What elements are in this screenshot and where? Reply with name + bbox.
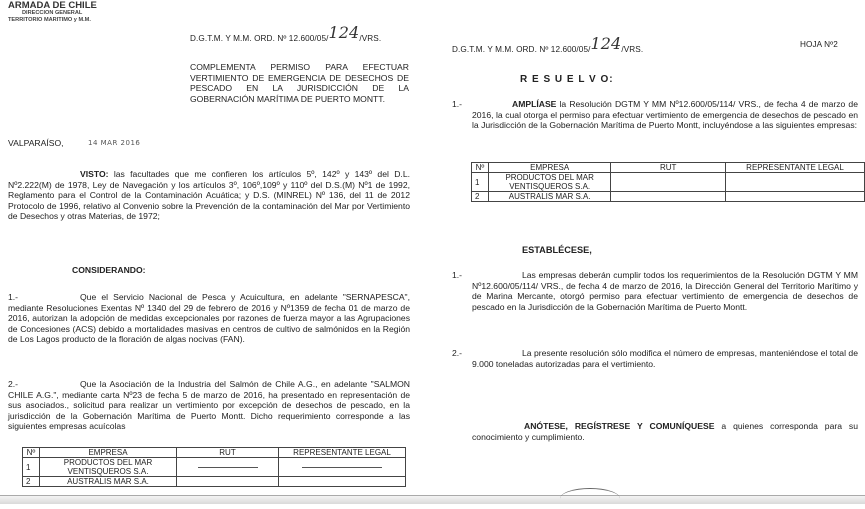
- row-representante: [279, 458, 406, 477]
- table-row: [472, 192, 865, 202]
- row-representante: [279, 477, 406, 487]
- table-header-row: [23, 448, 406, 458]
- ampliase-label: AMPLÍASE: [512, 99, 557, 109]
- table-row: [23, 458, 406, 477]
- col-number: Nº: [23, 448, 40, 458]
- visto-text: las facultades que me confieren los artículos 5º, 142º y 143º del D.L. Nº2.222(M) de 1978, Ley de Navegación y los artículos 3º, 106º,109º y 110º del D.S.(M) Nº1 de 1992, Reglamento para el Control de la Contaminación Acuática; y D.S. (MINREL) Nº 136, del 11 de 2012 Protocolo de 1996, relativo al Convenio sobre la Prevención de la contaminación del Mar por Vertimiento de Desechos y otras Materias, de 1972;: [8, 169, 410, 222]
- row-number: 1: [472, 173, 489, 192]
- row-number: 2: [472, 192, 489, 202]
- right-e1-text: Las empresas deberán cumplir todos los requerimientos de la Resolución DGTM Y MM Nº12.600/05/114/ VRS., de fecha 4 de marzo de 2016, la Dirección General del Territorio Marítimo y de Marina Mercante, otorgó permiso para efectuar vertimiento de emergencia de desechos de pescado en la Jurisdicción de la Gobernación Marítima de Puerto Montt.: [472, 270, 858, 312]
- considerando-heading: CONSIDERANDO:: [72, 265, 146, 275]
- ord-number-handwritten: 124: [590, 34, 622, 53]
- col-rut: RUT: [177, 448, 279, 458]
- table-row: [472, 173, 865, 192]
- date-stamp: 14 MAR 2016: [88, 139, 141, 147]
- closing-paragraph: [472, 421, 858, 442]
- row-rut: [611, 173, 726, 192]
- row-rut: [177, 458, 279, 477]
- right-ord-reference: [452, 34, 644, 56]
- left-item1-text: Que el Servicio Nacional de Pesca y Acuicultura, en adelante "SERNAPESCA", mediante Resoluciones Exentas Nº 1340 del 29 de febrero de 2016 y Nº1359 de fecha 01 de marzo de 2016, autorizan la adopción de medidas excepcionales por razones de fuerza mayor a las Agrupaciones de Concesiones (ACS) debido a mortalidades masivas en centros de cultivo de salmónidos en la Región de Los Lagos producto de la floración de algas nocivas (FAN).: [8, 292, 410, 345]
- establecese-heading: ESTABLÉCESE,: [522, 245, 592, 255]
- right-e2-number: 2.-: [452, 348, 463, 358]
- left-item1-number: 1.-: [8, 292, 19, 302]
- row-representante: [726, 173, 865, 192]
- letterhead: [8, 2, 97, 24]
- ord-suffix: /VRS.: [359, 34, 382, 43]
- item1-text: la Resolución DGTM Y MM Nº12.600/05/114/ VRS., de fecha 4 de marzo de 2016, la cual otorga el permiso para efectuar vertimiento de emergencia de desechos de pescado en la Jurisdicción de la Gobernación Marítima de Puerto Montt, incluyéndose a las siguientes empresas:: [472, 99, 858, 131]
- seal-fragment: [560, 488, 620, 509]
- table-row: [23, 477, 406, 487]
- ord-prefix: D.G.T.M. Y M.M. ORD. Nº 12.600/05/: [452, 45, 591, 54]
- row-empresa: PRODUCTOS DEL MAR VENTISQUEROS S.A.: [40, 458, 177, 477]
- letterhead-title: ARMADA DE CHILE: [8, 0, 97, 11]
- right-item1-paragraph: [472, 99, 858, 131]
- left-ord-reference: [190, 23, 382, 45]
- left-item2-number: 2.-: [8, 379, 19, 389]
- left-item2-text: Que la Asociación de la Industria del Salmón de Chile A.G., en adelante "SALMON CHILE A.G.", mediante carta Nº23 de fecha 5 de marzo de 2016, ha presentado en representación de sus asociados., solicitud para realizar un vertimiento por excepción de desechos de pescado, en la jurisdicción de la Gobernación Marítima de Puerto Montt. Dicho requerimiento corresponde a las siguientes empresas acuícolas: [8, 379, 410, 432]
- col-number: Nº: [472, 163, 489, 173]
- row-empresa: AUSTRALIS MAR S.A.: [40, 477, 177, 487]
- right-e2-text: La presente resolución sólo modifica el número de empresas, manteniéndose el total de 9.000 toneladas autorizadas para el vertimiento.: [472, 348, 858, 369]
- col-representante: REPRESENTANTE LEGAL: [279, 448, 406, 458]
- right-companies-table: [471, 162, 865, 202]
- row-rut: [177, 477, 279, 487]
- row-empresa: PRODUCTOS DEL MAR VENTISQUEROS S.A.: [488, 173, 610, 192]
- row-number: 2: [23, 477, 40, 487]
- ord-prefix: D.G.T.M. Y M.M. ORD. Nº 12.600/05/: [190, 34, 329, 43]
- right-item1-number: 1.-: [452, 99, 463, 109]
- visto-label: VISTO:: [80, 169, 109, 179]
- page-number: HOJA Nº2: [800, 40, 838, 49]
- row-representante: [726, 192, 865, 202]
- col-empresa: EMPRESA: [488, 163, 610, 173]
- row-number: 1: [23, 458, 40, 477]
- row-empresa: AUSTRALIS MAR S.A.: [488, 192, 610, 202]
- ord-suffix: /VRS.: [621, 45, 644, 54]
- ord-number-handwritten: 124: [328, 23, 360, 42]
- col-empresa: EMPRESA: [40, 448, 177, 458]
- table-header-row: [472, 163, 865, 173]
- subject: COMPLEMENTA PERMISO PARA EFECTUAR VERTIMIENTO DE EMERGENCIA DE DESECHOS DE PESCADO EN LA JURISDICCIÓN DE LA GOBERNACIÓN MARÍTIMA DE PUERTO MONTT.: [190, 62, 409, 104]
- city: VALPARAÍSO,: [8, 138, 64, 148]
- col-rut: RUT: [611, 163, 726, 173]
- closing-text: a quienes corresponda para su conocimiento y cumplimiento.: [472, 421, 858, 442]
- col-representante: REPRESENTANTE LEGAL: [726, 163, 865, 173]
- visto-paragraph: [8, 169, 410, 222]
- letterhead-line1: DIRECCION GENERAL: [22, 10, 83, 16]
- left-companies-table: [22, 447, 406, 487]
- closing-label: ANÓTESE, REGÍSTRESE Y COMUNÍQUESE: [524, 421, 715, 431]
- resuelvo-heading: R E S U E L V O:: [520, 74, 614, 85]
- letterhead-line2: TERRITORIO MARITIMO y M.M.: [8, 17, 91, 23]
- right-e1-number: 1.-: [452, 270, 463, 280]
- row-rut: [611, 192, 726, 202]
